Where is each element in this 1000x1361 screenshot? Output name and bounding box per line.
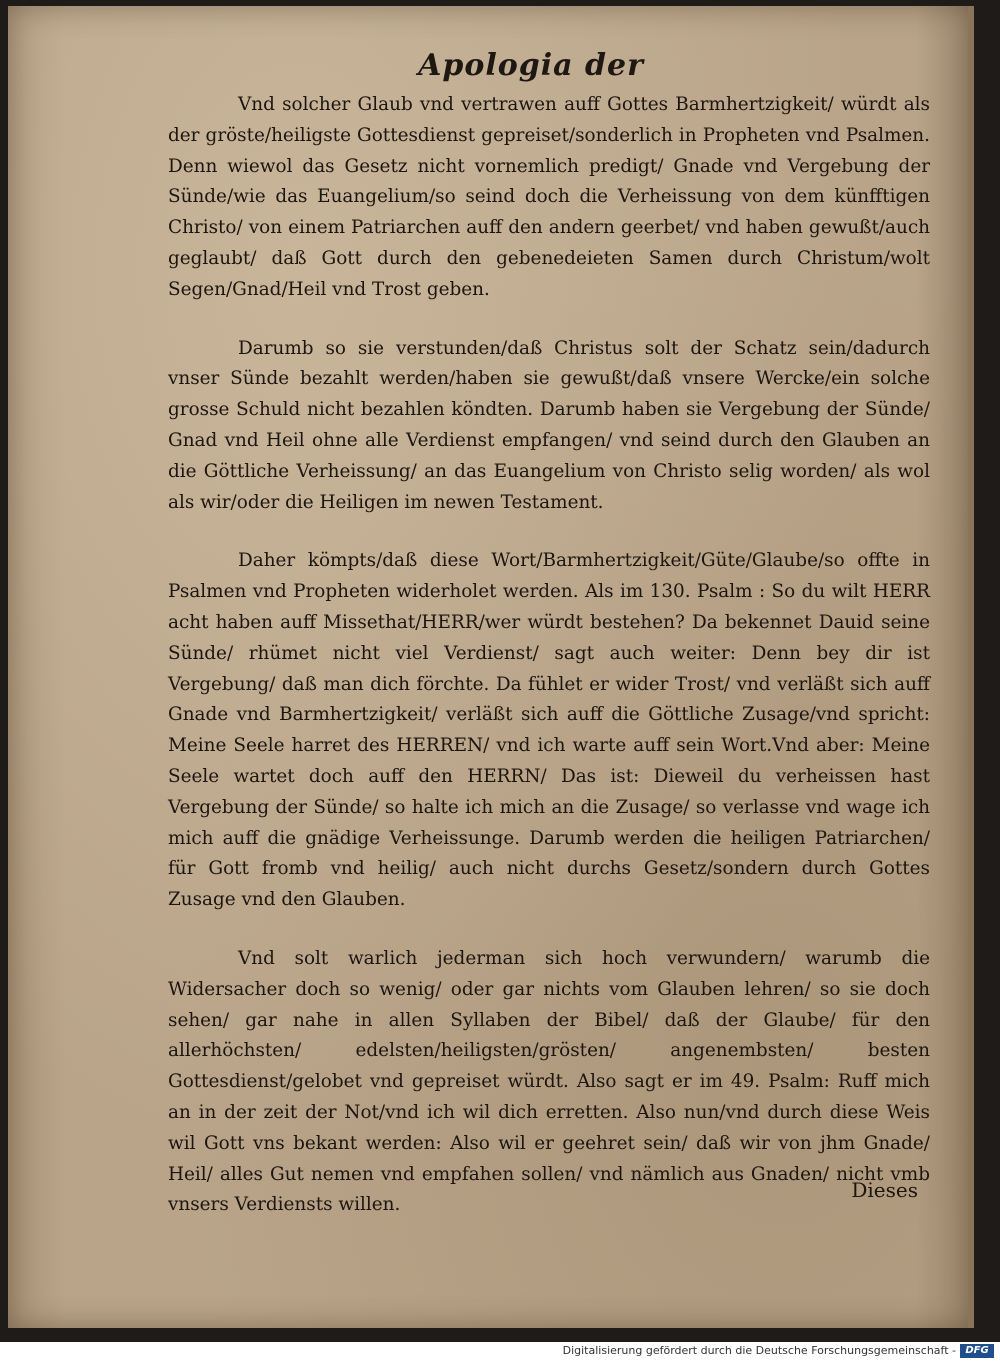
footer-bar bbox=[0, 1342, 1000, 1361]
dfg-logo-icon: DFG bbox=[960, 1344, 994, 1358]
page-edge bbox=[968, 6, 974, 1328]
catchword: Dieses bbox=[851, 1178, 918, 1202]
book-page bbox=[8, 6, 974, 1328]
paragraph-1: Vnd solcher Glaub vnd vertrawen auff Gottes Barmhertzigkeit/ würdt als der gröste/heiligste Gottesdienst gepreiset/sonderlich in Propheten vnd Psalmen. Denn wiewol das Gesetz nicht vornemlich predigt/ Gnade vnd Vergebung der Sünde/wie das Euangelium/so seind doch die Verheissung von dem künfftigen Christo/ von einem Patriarchen auff den andern geerbet/ vnd haben gewußt/auch geglaubt/ daß Gott durch den gebenedeieten Samen durch Christum/wolt Segen/Gnad/Heil vnd Trost geben. bbox=[168, 94, 930, 300]
paragraph-3: Daher kömpts/daß diese Wort/Barmhertzigkeit/Güte/Glaube/so offte in Psalmen vnd Propheten widerholet werden. Als im 130. Psalm : So du wilt HERR acht haben auff Missethat/HERR/wer würdt bestehen? Da bekennet Dauid seine Sünde/ rhümet nicht viel Verdienst/ sagt auch weiter: Denn bey dir ist Vergebung/ daß man dich förchte. Da fühlet er wider Trost/ vnd verläßt sich auff Gnade vnd Barmhertzigkeit/ verläßt sich auff die Göttliche Zusage/vnd spricht: Meine Seele harret des HERREN/ vnd ich warte auff sein Wort.Vnd aber: Meine Seele wartet doch auff den HERRN/ Das ist: Dieweil du verheissen hast Vergebung der Sünde/ so halte ich mich an die Zusage/ so verlasse vnd wage ich mich auff die gnädige Verheissunge. Darumb werden die heiligen Patriarchen/ für Gott fromb vnd heilig/ auch nicht durchs Gesetz/sondern durch Gottes Zusage vnd den Glauben. bbox=[168, 550, 930, 911]
paragraph-4: Vnd solt warlich jederman sich hoch verwundern/ warumb die Widersacher doch so wenig/ oder gar nichts vom Glauben lehren/ so sie doch sehen/ gar nahe in allen Syllaben der Bibel/ daß der Glaube/ für den allerhöchsten/ edelsten/heiligsten/grösten/ angenembsten/ besten Gottesdienst/gelobet vnd gepreiset würdt. Also sagt er im 49. Psalm: Ruff mich an in der zeit der Not/vnd ich wil dich erretten. Also nun/vnd durch diese Weis wil Gott vns bekant werden: Also wil er geehret sein/ daß wir von jhm Gnade/ Heil/ alles Gut nemen vnd empfahen sollen/ vnd nämlich aus Gnaden/ nicht vmb vnsers Verdiensts willen. bbox=[168, 947, 930, 1216]
page-body bbox=[168, 90, 930, 1221]
funding-notice: Digitalisierung gefördert durch die Deutsche Forschungsgemeinschaft - bbox=[562, 1344, 956, 1357]
running-head: Apologia der bbox=[418, 48, 644, 83]
paragraph-2: Darumb so sie verstunden/daß Christus solt der Schatz sein/dadurch vnser Sünde bezahlt werden/haben sie gewußt/daß vnsere Wercke/ein solche grosse Schuld nicht bezahlen köndten. Darumb haben sie Vergebung der Sünde/ Gnad vnd Heil ohne alle Verdienst empfangen/ vnd seind durch den Glauben an die Göttliche Verheissung/ an das Euangelium von Christo selig worden/ als wol als wir/oder die Heiligen im newen Testament. bbox=[168, 337, 930, 513]
